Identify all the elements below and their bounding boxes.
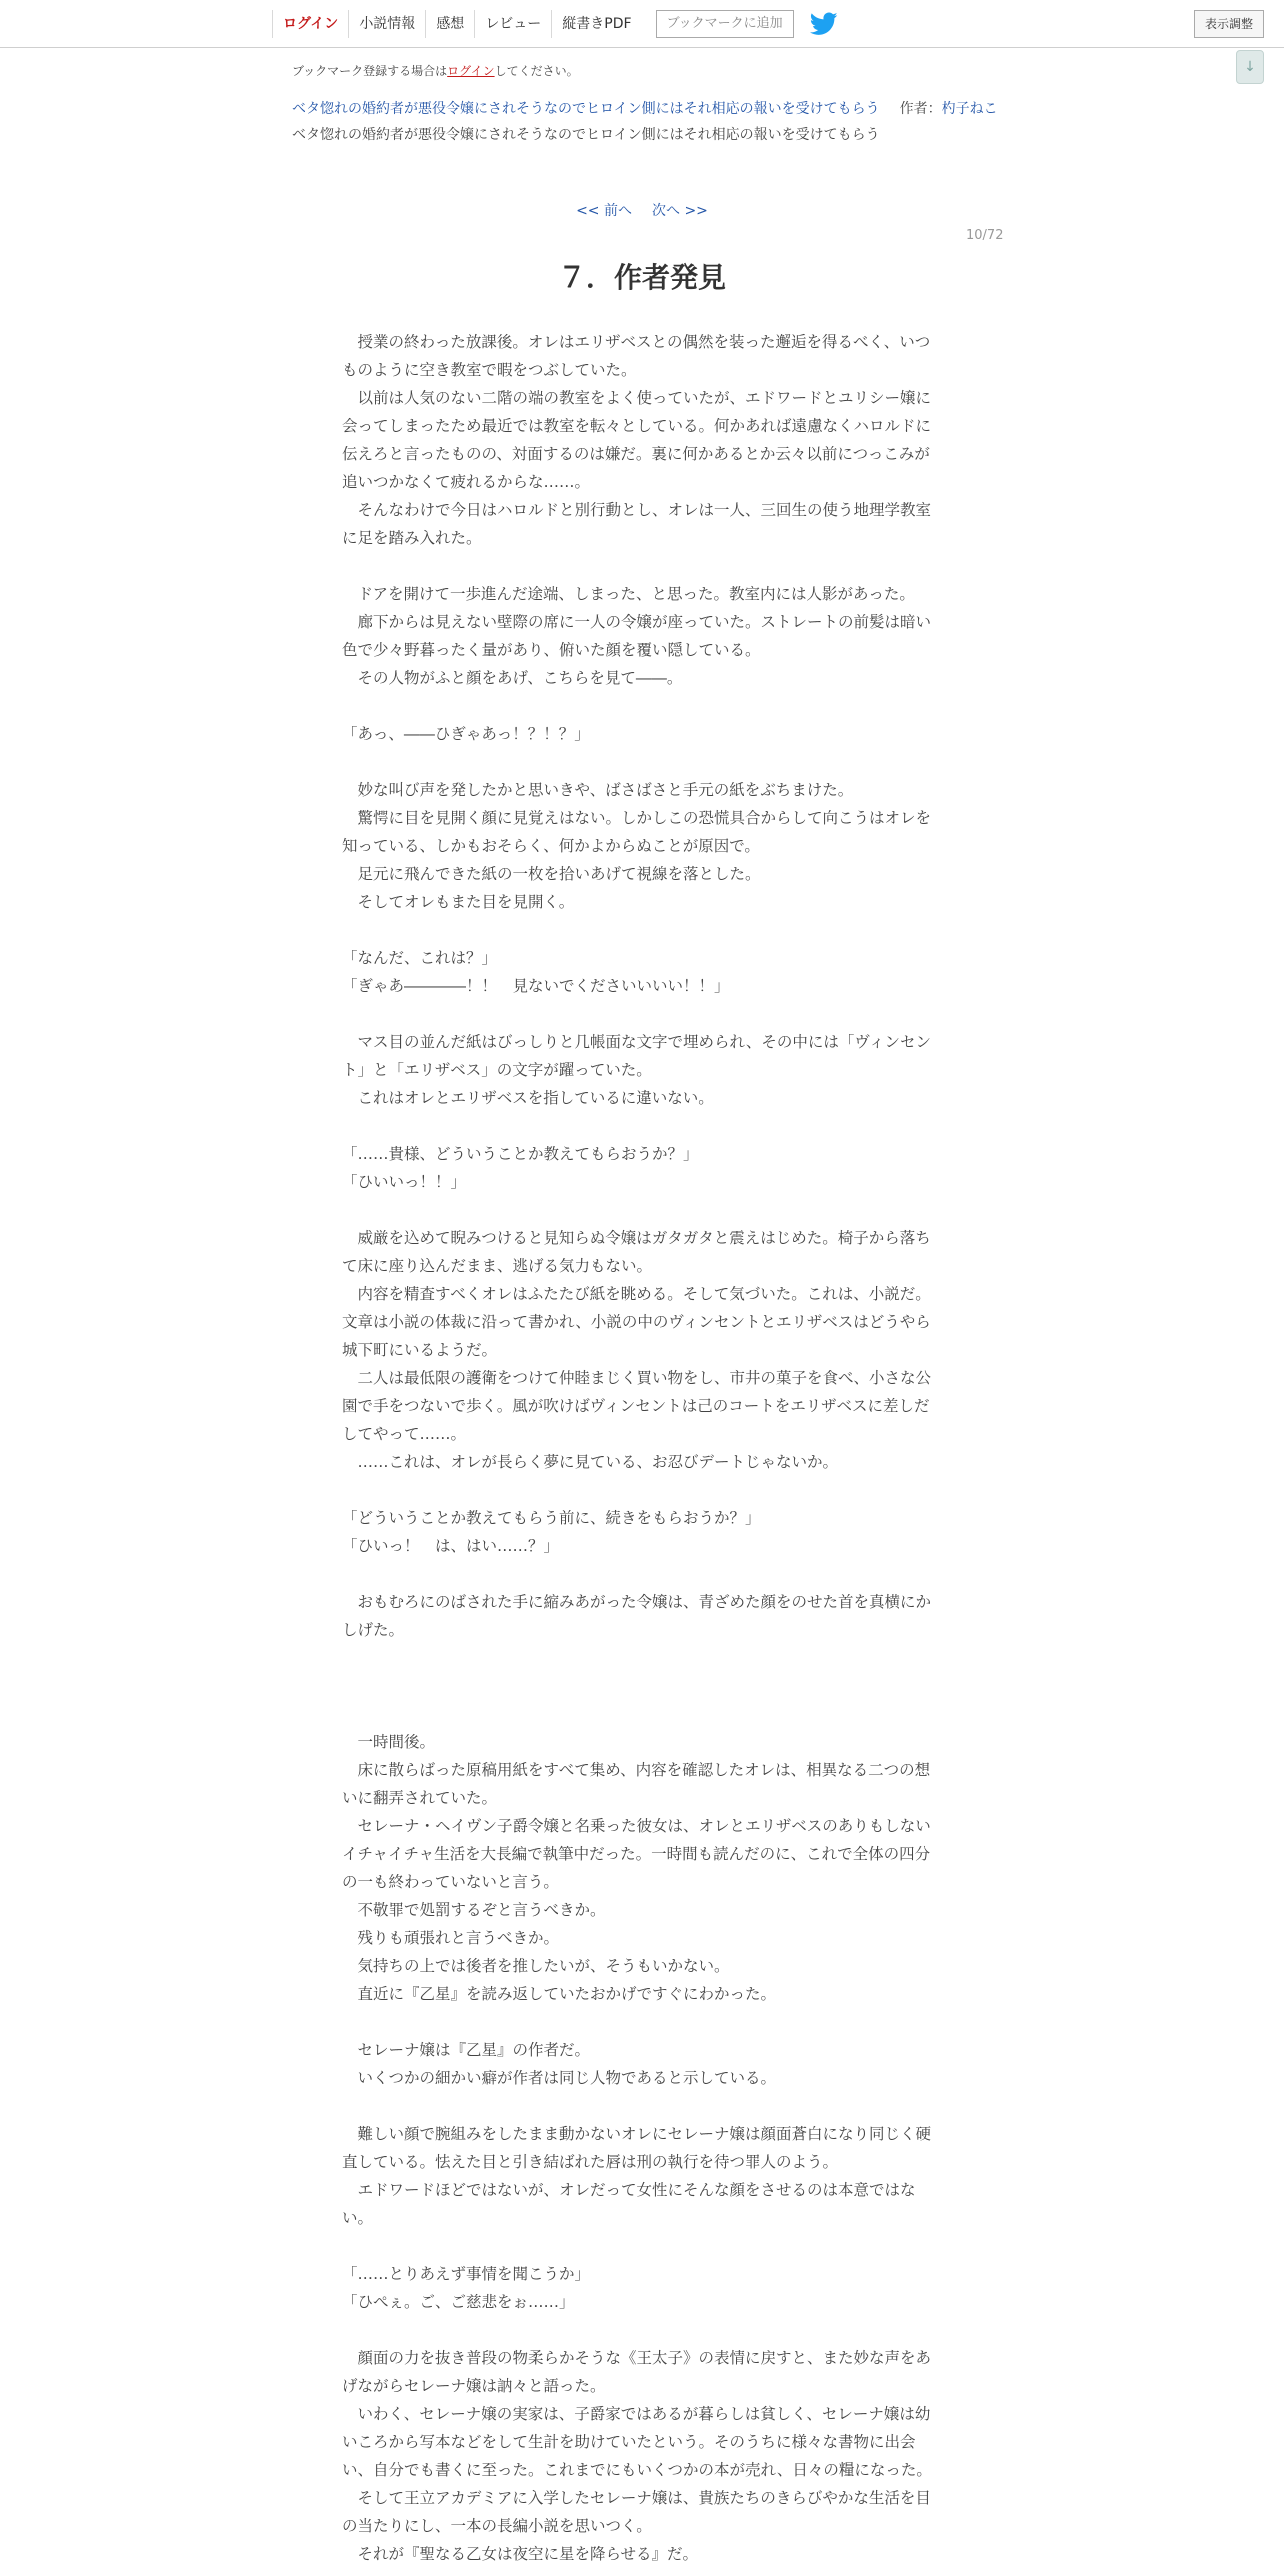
body-paragraph: 「あっ、――ひぎゃあっ！？！？」 [342, 725, 590, 743]
body-paragraph: 「ぎゃあ――――！！ 見ないでくださいいいい！！」 [342, 977, 730, 995]
novel-header [292, 62, 998, 147]
body-paragraph: ……これは、オレが長らく夢に見ている、お忍びデートじゃないか。 [342, 1453, 839, 1471]
body-paragraph [342, 1700, 936, 1728]
body-paragraph: エドワードほどではないが、オレだって女性にそんな顔をさせるのは本意ではない。 [342, 2181, 916, 2227]
novel-subtitle: ベタ惚れの婚約者が悪役令嬢にされそうなのでヒロイン側にはそれ相応の報いを受けてもらう [292, 127, 880, 143]
body-paragraph: セレーナ・ヘイヴン子爵令嬢と名乗った彼女は、オレとエリザベスのありもしないイチャイチャ生活を大長編で執筆中だった。一時間も読んだのに、これで全体の四分の一も終わっていないと言う。 [342, 1817, 931, 1891]
body-paragraph [342, 2008, 936, 2036]
body-paragraph [342, 1112, 936, 1140]
body-paragraph: 残りも頑張れと言うべきか。 [342, 1929, 560, 1947]
body-paragraph: 「……とりあえず事情を聞こうか」 [342, 2265, 591, 2283]
body-paragraph: ドアを開けて一歩進んだ途端、しまった、と思った。教室内には人影があった。 [342, 585, 915, 603]
body-paragraph: いわく、セレーナ嬢の実家は、子爵家ではあるが暮らしは貧しく、セレーナ嬢は幼いころから写本などをして生計を助けていたという。そのうちに様々な書物に出会い、自分でも書くに至った。これまでにもいくつかの本が売れ、日々の糧になった。 [342, 2405, 932, 2479]
vertical-pdf-link[interactable]: 縦書きPDF [551, 10, 641, 38]
body-paragraph [342, 2316, 936, 2344]
body-paragraph [342, 1000, 936, 1028]
global-header [0, 0, 1284, 48]
body-paragraph: 気持ちの上では後者を推したいが、そうもいかない。 [342, 1957, 730, 1975]
chapter-body [342, 328, 936, 2568]
novel-info-link[interactable]: 小説情報 [348, 10, 425, 38]
body-paragraph: 「……貴様、どういうことか教えてもらおうか？」 [342, 1145, 699, 1163]
body-paragraph: 一時間後。 [342, 1733, 436, 1751]
add-bookmark-button[interactable]: ブックマークに追加 [656, 10, 794, 38]
impressions-link[interactable]: 感想 [425, 10, 474, 38]
bookmark-notice-pre: ブックマーク登録する場合は [292, 64, 448, 78]
body-paragraph [342, 552, 936, 580]
twitter-icon[interactable] [810, 12, 838, 36]
author-label: 作者： [899, 101, 942, 117]
body-paragraph [342, 748, 936, 776]
body-paragraph: 「ひぺぇ。ご、ご慈悲をぉ……」 [342, 2293, 575, 2311]
body-paragraph: そして王立アカデミアに入学したセレーナ嬢は、貴族たちのきらびやかな生活を目の当たりにし、一本の長編小説を思いつく。 [342, 2489, 931, 2535]
body-paragraph: 驚愕に目を見開く顔に見覚えはない。しかしこの恐慌具合からして向こうはオレを知っている、しかもおそらく、何かよからぬことが原因で。 [342, 809, 932, 855]
display-settings-button[interactable]: 表示調整 [1194, 10, 1264, 38]
body-paragraph [342, 916, 936, 944]
body-paragraph: 「なんだ、これは？」 [342, 949, 498, 967]
body-paragraph: 直近に『乙星』を読み返していたおかげですぐにわかった。 [342, 1985, 777, 2003]
body-paragraph: 授業の終わった放課後。オレはエリザベスとの偶然を装った邂逅を得るべく、いつものように空き教室で暇をつぶしていた。 [342, 333, 931, 379]
body-paragraph: これはオレとエリザベスを指しているに違いない。 [342, 1089, 714, 1107]
body-paragraph: その人物がふと顔をあげ、こちらを見て――。 [342, 669, 683, 687]
global-nav [272, 8, 838, 40]
chapter-title: ７．作者発見 [557, 261, 726, 294]
novel-title-link[interactable]: ベタ惚れの婚約者が悪役令嬢にされそうなのでヒロイン側にはそれ相応の報いを受けてもらう [292, 101, 880, 117]
body-paragraph: 内容を精査すべくオレはふたたび紙を眺める。そして気づいた。これは、小説だ。文章は小説の体裁に沿って書かれ、小説の中のヴィンセントとエリザベスはどうやら城下町にいるようだ。 [342, 1285, 931, 1359]
body-paragraph [342, 1672, 936, 1700]
body-paragraph: セレーナ嬢は『乙星』の作者だ。 [342, 2041, 591, 2059]
body-paragraph: いくつかの細かい癖が作者は同じ人物であると示している。 [342, 2069, 777, 2087]
body-paragraph: それが『聖なる乙女は夜空に星を降らせる』だ。 [342, 2545, 699, 2563]
body-paragraph: 二人は最低限の護衛をつけて仲睦まじく買い物をし、市井の菓子を食べ、小さな公園で手をつないで歩く。風が吹けばヴィンセントは己のコートをエリザベスに差しだしてやって……。 [342, 1369, 932, 1443]
body-paragraph [342, 1644, 936, 1672]
body-paragraph [342, 2092, 936, 2120]
body-paragraph: マス目の並んだ紙はびっしりと几帳面な文字で埋められ、その中には「ヴィンセント」と「エリザベス」の文字が躍っていた。 [342, 1033, 932, 1079]
body-paragraph: 妙な叫び声を発したかと思いきや、ばさばさと手元の紙をぶちまけた。 [342, 781, 854, 799]
prev-page-link[interactable]: << 前へ [576, 203, 632, 219]
review-link[interactable]: レビュー [474, 10, 551, 38]
body-paragraph: 「どういうことか教えてもらう前に、続きをもらおうか？」 [342, 1509, 761, 1527]
body-paragraph: 「ひいっ！ は、はい……？」 [342, 1537, 560, 1555]
body-paragraph [342, 1560, 936, 1588]
body-paragraph [342, 1476, 936, 1504]
body-paragraph: 廊下からは見えない壁際の席に一人の令嬢が座っていた。ストレートの前髪は暗い色で少々野暮ったく量があり、俯いた顔を覆い隠している。 [342, 613, 932, 659]
body-paragraph: 以前は人気のない二階の端の教室をよく使っていたが、エドワードとユリシー嬢に会ってしまったため最近では教室を転々としている。何かあれば遠慮なくハロルドに伝えろと言ったものの、対面するのは嫌だ。裏に何かあるとか云々以前につっこみが追いつかなくて疲れるからな……。 [342, 389, 932, 491]
novel-title-row [292, 97, 998, 121]
scroll-down-button[interactable]: ↓ [1236, 50, 1264, 84]
body-paragraph: 不敬罪で処罰するぞと言うべきか。 [342, 1901, 606, 1919]
body-paragraph [342, 692, 936, 720]
body-paragraph [342, 2232, 936, 2260]
body-paragraph: そんなわけで今日はハロルドと別行動とし、オレは一人、三回生の使う地理学教室に足を踏み入れた。 [342, 501, 932, 547]
body-paragraph: おもむろにのばされた手に縮みあがった令嬢は、青ざめた顔をのせた首を真横にかしげた。 [342, 1593, 932, 1639]
author-link[interactable]: 杓子ねこ [941, 101, 998, 117]
body-paragraph: 顔面の力を抜き普段の物柔らかそうな《王太子》の表情に戻すと、また妙な声をあげながらセレーナ嬢は訥々と語った。 [342, 2349, 932, 2395]
bookmark-login-link[interactable]: ログイン [447, 64, 495, 78]
bookmark-notice-post: してください。 [494, 64, 579, 78]
pager [0, 200, 1284, 220]
body-paragraph: 「ひいいっ！！」 [342, 1173, 467, 1191]
page-count: 10/72 [966, 228, 1004, 243]
body-paragraph: 威厳を込めて睨みつけると見知らぬ令嬢はガタガタと震えはじめた。椅子から落ちて床に座り込んだまま、逃げる気力もない。 [342, 1229, 931, 1275]
next-page-link[interactable]: 次へ >> [652, 203, 708, 219]
body-paragraph [342, 1196, 936, 1224]
bookmark-notice [292, 62, 998, 79]
body-paragraph: 足元に飛んできた紙の一枚を拾いあげて視線を落とした。 [342, 865, 761, 883]
login-link[interactable]: ログイン [272, 10, 348, 38]
body-paragraph: 難しい顔で腕組みをしたまま動かないオレにセレーナ嬢は顔面蒼白になり同じく硬直している。怯えた目と引き結ばれた唇は刑の執行を待つ罪人のよう。 [342, 2125, 932, 2171]
body-paragraph: 床に散らばった原稿用紙をすべて集め、内容を確認したオレは、相異なる二つの想いに翻弄されていた。 [342, 1761, 931, 1807]
body-paragraph: そしてオレもまた目を見開く。 [342, 893, 575, 911]
